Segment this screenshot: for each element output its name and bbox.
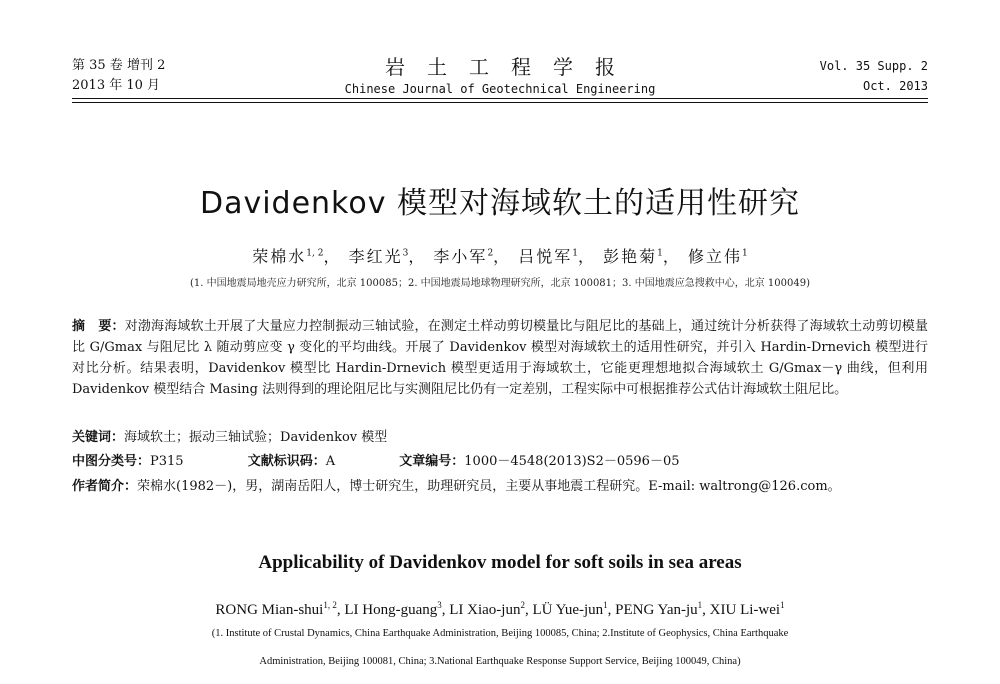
author-en: LÜ Yue-jun	[532, 602, 604, 618]
journal-name-en: Chinese Journal of Geotechnical Engineering	[344, 82, 656, 96]
author-affil-mark: 3	[402, 248, 409, 259]
author-affil-mark: 1	[603, 600, 608, 610]
affiliations-cn: (1. 中国地震局地壳应力研究所，北京 100085；2. 中国地震局地球物理研究所，北京 100081；3. 中国地震应急搜救中心，北京 100049)	[189, 278, 811, 289]
abstract-block	[72, 316, 928, 400]
keywords-line	[72, 428, 928, 448]
author-affil-mark: 3	[437, 600, 442, 610]
affiliations-en-line1: (1. Institute of Crustal Dynamics, China Earthquake Administration, Beijing 100085, China; 2.Institute of Geophysics, China Earthquake	[211, 628, 789, 639]
doc-code-value: A	[325, 454, 336, 469]
author-affil-mark: 1	[572, 248, 579, 259]
author-en: LI Xiao-jun	[449, 602, 521, 618]
volume-cn: 第 35 卷 增刊 2	[72, 58, 166, 73]
author-affil-mark: 2	[520, 600, 525, 610]
affiliations-en-line2: Administration, Beijing 100081, China; 3.National Earthquake Response Support Service, Beijing 100049, China)	[259, 656, 741, 667]
author-cn: 李红光	[348, 247, 403, 266]
keywords-text: 海域软土；振动三轴试验；Davidenkov 模型	[124, 430, 388, 445]
header-rule-top	[72, 98, 928, 99]
author-affil-mark: 1	[697, 600, 703, 610]
date-en: Oct. 2013	[862, 79, 928, 93]
author-en: RONG Mian-shui	[215, 602, 324, 618]
keywords-label: 关键词：	[72, 430, 125, 445]
author-en: PENG Yan-ju	[615, 602, 698, 618]
author-cn: 荣棉水	[252, 247, 307, 266]
author-en: XIU Li-wei	[709, 602, 781, 618]
journal-name-cn: 岩土工程学报	[385, 55, 637, 79]
author-affil-mark: 1	[741, 248, 748, 259]
header-rule-bottom	[72, 102, 928, 103]
authors-cn: 荣棉水$^{1, 2}$， 李红光$^3$， 李小军$^2$， 吕悦军$^1$， 彭艳菊$^1$， 修立伟$^1$	[252, 247, 748, 266]
author-affil-mark: 1, 2	[306, 248, 324, 259]
author-cn: 修立伟	[687, 247, 742, 266]
header-center	[72, 56, 928, 98]
author-affil-mark: 2	[487, 248, 494, 259]
volume-en: Vol. 35 Supp. 2	[819, 59, 928, 73]
journal-header	[72, 56, 928, 96]
doc-code-label: 文献标识码：	[247, 454, 326, 469]
bio-label: 作者简介：	[72, 479, 138, 494]
paper-title-en: Applicability of Davidenkov model for soft soils in sea areas	[258, 552, 742, 573]
article-no-label: 文章编号：	[399, 454, 465, 469]
clc-value: P315	[150, 454, 184, 469]
abstract-text: 对渤海海域软土开展了大量应力控制振动三轴试验，在测定土样动剪切模量比与阻尼比的基础上，通过统计分析获得了海域软土动剪切模量比 G/Gmax 与阻尼比 λ 随动剪应变 γ 变化的平均曲线。开展了 Davidenkov 模型对海域软土的适用性研究，并引入 Hardin-Drnevich 模型进行对比分析。结果表明，Davidenkov 模型比 Hardin-Drnevich 模型更适用于海域软土，它能更理想地拟合海域软土 G/Gmax－γ 曲线，但利用 Davidenkov 模型结合 Masing 法则得到的理论阻尼比与实测阻尼比仍有一定差别，工程实际中可根据推荐公式估计海域软土阻尼比。	[72, 319, 928, 397]
classification-line	[72, 452, 928, 472]
date-cn: 2013 年 10 月	[72, 78, 161, 93]
author-affil-mark: 1	[657, 248, 663, 259]
author-cn: 吕悦军	[518, 247, 573, 266]
author-affil-mark: 1	[780, 600, 785, 610]
author-cn: 李小军	[433, 247, 488, 266]
header-right	[820, 56, 928, 96]
article-no-value: 1000－4548(2013)S2－0596－05	[464, 454, 680, 469]
author-bio-line	[72, 476, 928, 497]
author-en: LI Hong-guang	[344, 602, 438, 618]
bio-text: 荣棉水(1982－)，男，湖南岳阳人，博士研究生，助理研究员，主要从事地震工程研究。E-mail: waltrong@126.com。	[137, 479, 841, 494]
author-cn: 彭艳菊	[603, 247, 658, 266]
clc-label: 中图分类号：	[72, 454, 151, 469]
author-affil-mark: 1, 2	[323, 600, 337, 610]
abstract-label: 摘 要：	[72, 319, 125, 334]
authors-en: RONG Mian-shui$^{1, 2}$, LI Hong-guang$^3$, LI Xiao-jun$^2$, LÜ Yue-jun$^1$, PENG Yan-$ju^1$, XIU Li-wei$^1$	[215, 600, 785, 618]
paper-title-cn: Davidenkov 模型对海域软土的适用性研究	[199, 186, 801, 221]
